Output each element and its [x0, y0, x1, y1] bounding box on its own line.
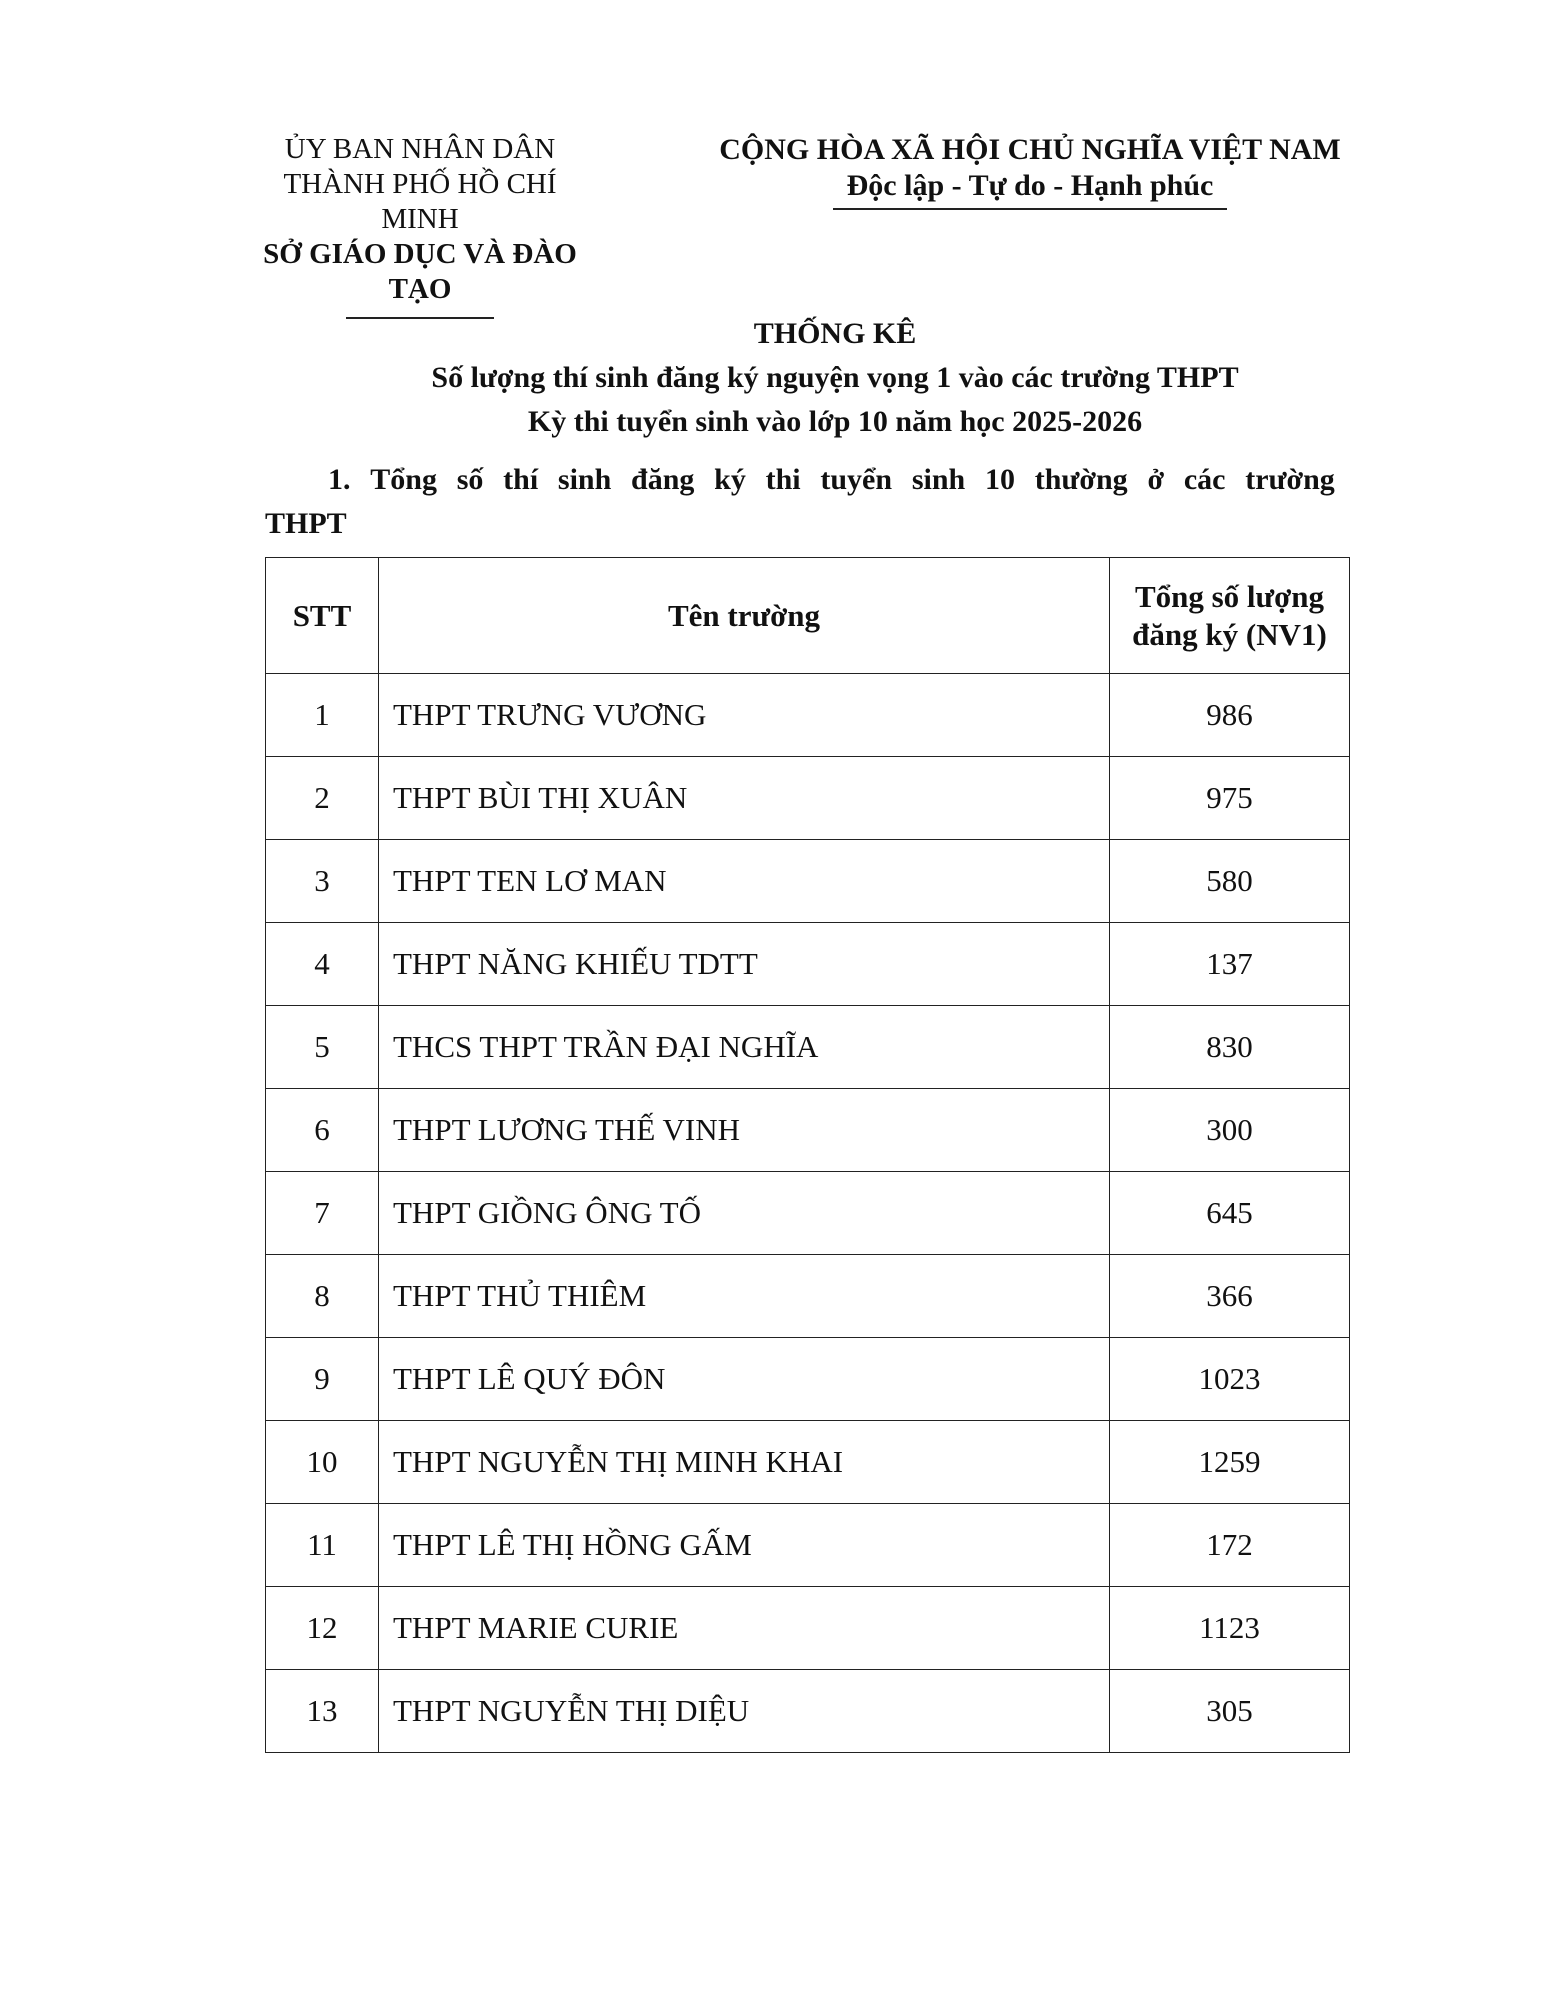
section-heading-word: 1. [328, 463, 351, 496]
section-heading-word: số [456, 463, 484, 496]
section-heading-word: ký [714, 463, 746, 496]
row-stt: 4 [266, 923, 379, 1006]
section-heading-word: thí [503, 463, 539, 496]
table-row [266, 1338, 1350, 1421]
table-row [266, 1421, 1350, 1504]
table-body [266, 674, 1350, 1753]
row-stt: 13 [266, 1670, 379, 1753]
row-registration-count: 645 [1110, 1172, 1350, 1255]
table-row [266, 840, 1350, 923]
section-heading-word: ở [1147, 463, 1165, 496]
header-stt: STT [266, 558, 379, 674]
table-row [266, 1006, 1350, 1089]
row-stt: 7 [266, 1172, 379, 1255]
section-heading-word: Tổng [370, 463, 437, 496]
table-row [266, 1172, 1350, 1255]
row-school-name: THPT BÙI THỊ XUÂN [379, 757, 1110, 840]
row-school-name: THPT MARIE CURIE [379, 1587, 1110, 1670]
section-heading-word: tuyển [820, 463, 893, 496]
section-heading-line-2: THPT [265, 507, 347, 540]
row-school-name: THPT TRƯNG VƯƠNG [379, 674, 1110, 757]
row-registration-count: 1259 [1110, 1421, 1350, 1504]
row-stt: 8 [266, 1255, 379, 1338]
row-registration-count: 1023 [1110, 1338, 1350, 1421]
row-registration-count: 137 [1110, 923, 1350, 1006]
national-title: CỘNG HÒA XÃ HỘI CHỦ NGHĨA VIỆT NAM [719, 133, 1341, 166]
table-row [266, 1587, 1350, 1670]
row-school-name: THPT LƯƠNG THẾ VINH [379, 1089, 1110, 1172]
row-stt: 3 [266, 840, 379, 923]
table-row [266, 1504, 1350, 1587]
row-stt: 6 [266, 1089, 379, 1172]
row-stt: 11 [266, 1504, 379, 1587]
document-title [200, 312, 1470, 444]
section-heading-word: đăng [631, 463, 695, 496]
section-heading-word: thường [1034, 463, 1128, 496]
title-main: THỐNG KÊ [753, 317, 917, 350]
title-subtitle-1: Số lượng thí sinh đăng ký nguyện vọng 1 vào các trường THPT [431, 361, 1239, 394]
row-registration-count: 366 [1110, 1255, 1350, 1338]
row-stt: 9 [266, 1338, 379, 1421]
row-registration-count: 975 [1110, 757, 1350, 840]
table-header-row [266, 558, 1350, 674]
national-motto: Độc lập - Tự do - Hạnh phúc [833, 168, 1228, 210]
table-row [266, 1670, 1350, 1753]
header-school-name: Tên trường [379, 558, 1110, 674]
section-heading-line-1 [265, 458, 1335, 502]
row-school-name: THPT NĂNG KHIẾU TDTT [379, 923, 1110, 1006]
section-heading-word: sinh [911, 463, 966, 496]
national-heading [700, 132, 1360, 210]
row-school-name: THPT LÊ QUÝ ĐÔN [379, 1338, 1110, 1421]
section-heading-word: sinh [557, 463, 612, 496]
header-registration-count [1110, 558, 1350, 674]
table-row [266, 674, 1350, 757]
row-registration-count: 986 [1110, 674, 1350, 757]
title-subtitle-2: Kỳ thi tuyển sinh vào lớp 10 năm học 2025-2026 [527, 405, 1143, 438]
table-row [266, 757, 1350, 840]
row-stt: 2 [266, 757, 379, 840]
agency-line-1: ỦY BAN NHÂN DÂN [284, 133, 556, 165]
row-stt: 1 [266, 674, 379, 757]
header-count-line-2: đăng ký (NV1) [1132, 616, 1327, 652]
section-heading-word: thi [765, 463, 801, 496]
header-count-line-1: Tổng số lượng [1134, 578, 1325, 614]
agency-name: SỞ GIÁO DỤC VÀ ĐÀO TẠO [263, 238, 577, 305]
section-heading-word: trường [1245, 463, 1335, 496]
section-heading-word: 10 [984, 463, 1015, 496]
row-school-name: THPT GIỒNG ÔNG TỐ [379, 1172, 1110, 1255]
row-school-name: THPT THỦ THIÊM [379, 1255, 1110, 1338]
row-registration-count: 830 [1110, 1006, 1350, 1089]
registration-table [265, 557, 1350, 1753]
table-row [266, 1255, 1350, 1338]
row-registration-count: 1123 [1110, 1587, 1350, 1670]
section-heading [265, 458, 1335, 546]
row-school-name: THPT NGUYỄN THỊ MINH KHAI [379, 1421, 1110, 1504]
row-school-name: THPT NGUYỄN THỊ DIỆU [379, 1670, 1110, 1753]
row-registration-count: 172 [1110, 1504, 1350, 1587]
row-school-name: THPT LÊ THỊ HỒNG GẤM [379, 1504, 1110, 1587]
row-stt: 12 [266, 1587, 379, 1670]
row-registration-count: 580 [1110, 840, 1350, 923]
section-heading-word: các [1183, 463, 1226, 496]
row-registration-count: 300 [1110, 1089, 1350, 1172]
row-school-name: THCS THPT TRẦN ĐẠI NGHĨA [379, 1006, 1110, 1089]
row-registration-count: 305 [1110, 1670, 1350, 1753]
row-school-name: THPT TEN LƠ MAN [379, 840, 1110, 923]
row-stt: 5 [266, 1006, 379, 1089]
row-stt: 10 [266, 1421, 379, 1504]
issuing-agency [255, 132, 585, 319]
table-row [266, 923, 1350, 1006]
table-row [266, 1089, 1350, 1172]
agency-line-2: THÀNH PHỐ HỒ CHÍ MINH [283, 168, 557, 235]
